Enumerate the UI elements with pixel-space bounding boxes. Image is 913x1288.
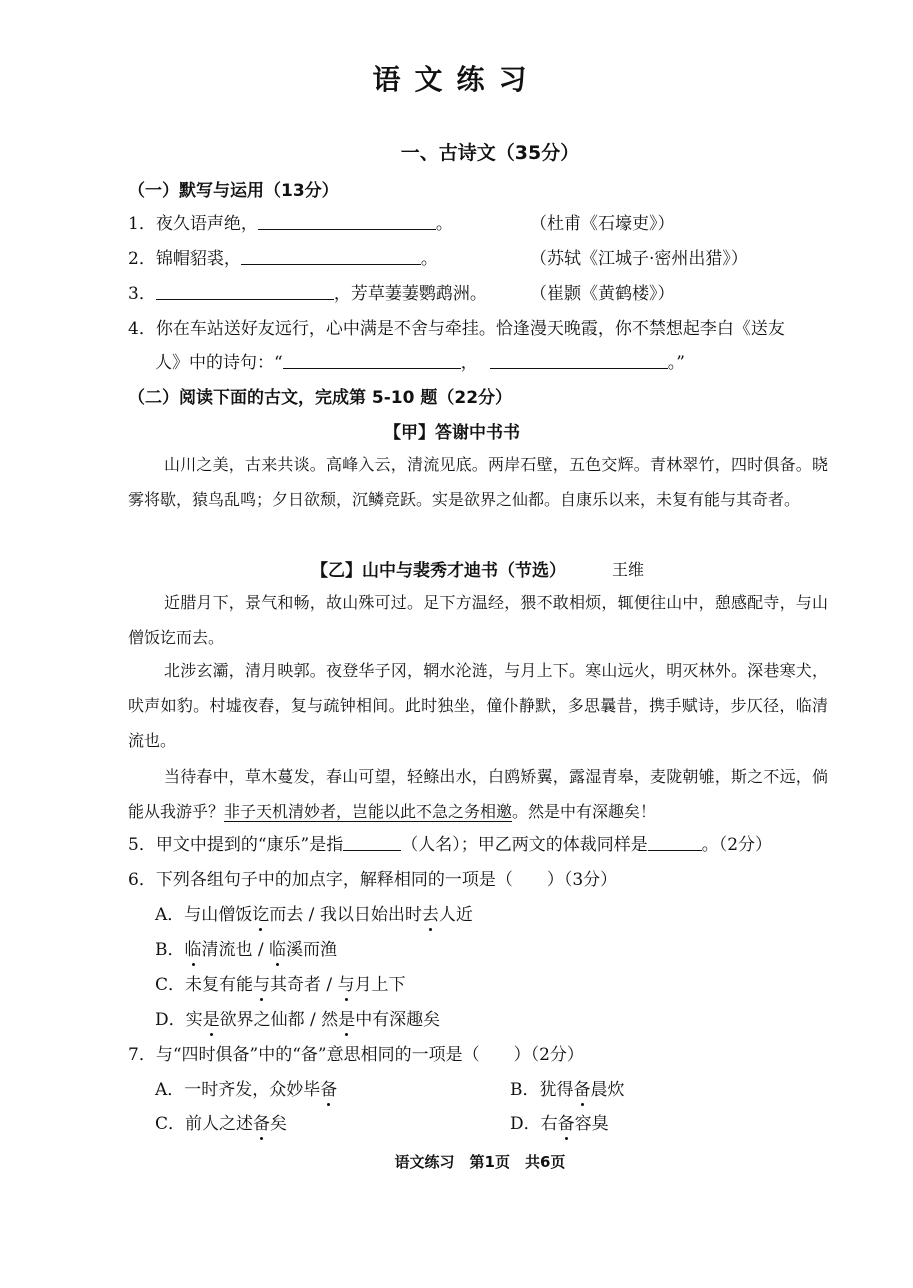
q6c-suf: 月上下: [354, 975, 406, 995]
text-yi-para1: 近腊月下，景气和畅，故山殊可过。足下方温经，猥不敢相烦，辄便往山中，憩感配寺，与山僧饭讫而去。: [128, 593, 828, 647]
q6d-suf: 中有深趣矣: [355, 1010, 441, 1030]
q7-option-b[interactable]: [510, 1075, 625, 1100]
text-yi-para3: [128, 759, 828, 829]
q7b-dotted: 备: [574, 1075, 591, 1100]
q6b-dotted-2: 临: [269, 935, 286, 960]
question-2: [128, 244, 438, 269]
q6a-dotted-2: 去: [422, 900, 439, 925]
q3-source: （崔颢《黄鹤楼》）: [530, 284, 675, 304]
part2-heading: （二）阅读下面的古文，完成第 5-10 题（22分）: [128, 388, 513, 408]
q7-option-c[interactable]: [155, 1109, 287, 1134]
q4-prefix: 人》中的诗句：“: [155, 353, 283, 373]
q7b-pre: B．犹得: [510, 1080, 574, 1100]
q1-suffix: 。: [435, 214, 453, 234]
q7-option-a[interactable]: [155, 1075, 337, 1100]
q3-suffix: ，芳草萋萋鹦鹉洲。: [333, 284, 487, 304]
text-jia-body: 山川之美，古来共谈。高峰入云，清流见底。两岸石壁，五色交辉。青林翠竹，四时俱备。晓雾将歇，猿鸟乱鸣；夕日欲颓，沉鳞竞跃。实是欲界之仙都。自康乐以来，未复有能与其奇者。: [128, 455, 828, 509]
q4-answer-blank-2[interactable]: [490, 353, 668, 369]
question-6-stem: 6．下列各组句子中的加点字，解释相同的一项是（ ）（3分）: [128, 870, 618, 890]
q6c-mid: 其奇者 /: [270, 975, 338, 995]
q7a-pre: A．一时齐发，众妙毕: [155, 1080, 321, 1100]
q5-answer-blank-1[interactable]: [343, 835, 401, 851]
q6c-dotted-1: 与: [253, 970, 270, 995]
q3-answer-blank[interactable]: [156, 284, 334, 300]
q7-option-d[interactable]: [510, 1109, 609, 1134]
q2-answer-blank[interactable]: [241, 249, 421, 265]
q6-option-c[interactable]: [155, 970, 406, 995]
q2-prefix: 2．锦帽貂裘，: [128, 249, 241, 269]
q6d-mid: 欲界之仙都 / 然: [219, 1010, 339, 1030]
question-4-line2: [155, 348, 685, 373]
q7c-suf: 矣: [270, 1114, 288, 1134]
q4-middle: ，: [460, 353, 478, 373]
q7c-pre: C．前人之述: [155, 1114, 254, 1134]
q7d-dotted: 备: [558, 1109, 575, 1134]
text-jia-title: 【甲】答谢中书书: [384, 423, 520, 443]
q4-suffix: 。”: [667, 353, 685, 373]
q4-answer-blank-1[interactable]: [283, 353, 461, 369]
q5-part-a: 5．甲文中提到的“康乐”是指: [128, 835, 344, 855]
q7b-suf: 晨炊: [590, 1080, 625, 1100]
q6b-pre: B．: [155, 940, 185, 960]
question-1: [128, 209, 453, 234]
para3-underlined-sentence: 非子天机清妙者，岂能以此不急之务相邀: [224, 802, 513, 821]
q6a-suf: 人近: [438, 905, 473, 925]
text-yi-author: 王维: [612, 560, 645, 579]
q7c-dotted: 备: [253, 1109, 270, 1134]
q6b-suf: 溪而渔: [286, 940, 338, 960]
question-7-stem: 7．与“四时俱备”中的“备”意思相同的一项是（ ）（2分）: [128, 1045, 584, 1065]
q5-part-c: 。（2分）: [701, 835, 773, 855]
q2-source: （苏轼《江城子·密州出猎》）: [530, 249, 748, 269]
q6a-dotted-1: 讫: [252, 900, 269, 925]
q7a-dotted: 备: [320, 1075, 337, 1100]
question-3: [128, 279, 487, 304]
q6-option-d[interactable]: [155, 1005, 440, 1030]
q1-prefix: 1．夜久语声绝，: [128, 214, 258, 234]
q6a-pre: A．与山僧饭: [155, 905, 253, 925]
page-title: 语文练习: [372, 63, 541, 96]
q5-part-b: （人名）；甲乙两文的体裁同样是: [401, 835, 648, 855]
text-yi-title: 【乙】山中与裴秀才迪书（节选）: [311, 561, 566, 581]
q6c-dotted-2: 与: [338, 970, 355, 995]
q6c-pre: C．未复有能: [155, 975, 254, 995]
q5-answer-blank-2[interactable]: [648, 835, 702, 851]
part1-heading: （一）默写与运用（13分）: [128, 181, 339, 201]
q6a-mid: 而去 / 我以日始出时: [269, 905, 422, 925]
q3-prefix: 3．: [128, 284, 156, 304]
question-5: [128, 830, 772, 855]
q6d-dotted-2: 是: [338, 1005, 355, 1030]
text-yi-para2: 北涉玄灞，清月映郭。夜登华子冈，辋水沦涟，与月上下。寒山远火，明灭林外。深巷寒犬，吠声如豹。村墟夜舂，复与疏钟相间。此时独坐，僮仆静默，多思曩昔，携手赋诗，步仄径，临清流也。: [128, 661, 828, 750]
q6b-mid: 清流也 /: [201, 940, 270, 960]
page-footer: 语文练习 第1页 共6页: [394, 1153, 566, 1171]
para3-text-a: 当待春中，草木蔓发，春山可望，轻鲦出水，白鸥矫翼，露湿青皋，麦陇朝雊，斯之不远，倘能从我游乎？: [128, 767, 828, 821]
question-4-line1: 4．你在车站送好友远行，心中满是不舍与牵挂。恰逢漫天晚霞，你不禁想起李白《送友: [128, 319, 785, 339]
q1-answer-blank[interactable]: [258, 214, 436, 230]
q1-source: （杜甫《石壕吏》）: [530, 214, 675, 234]
q6d-pre: D．实: [155, 1010, 203, 1030]
para3-text-b: 。然是中有深趣矣！: [512, 802, 657, 821]
q7d-suf: 容臭: [574, 1114, 609, 1134]
q6b-dotted-1: 临: [185, 935, 202, 960]
q6d-dotted-1: 是: [203, 1005, 220, 1030]
q6-option-b[interactable]: [155, 935, 337, 960]
q6-option-a[interactable]: [155, 900, 473, 925]
q7d-pre: D．右: [510, 1114, 558, 1134]
section-heading: 一、古诗文（35分）: [400, 142, 580, 164]
q2-suffix: 。: [420, 249, 438, 269]
